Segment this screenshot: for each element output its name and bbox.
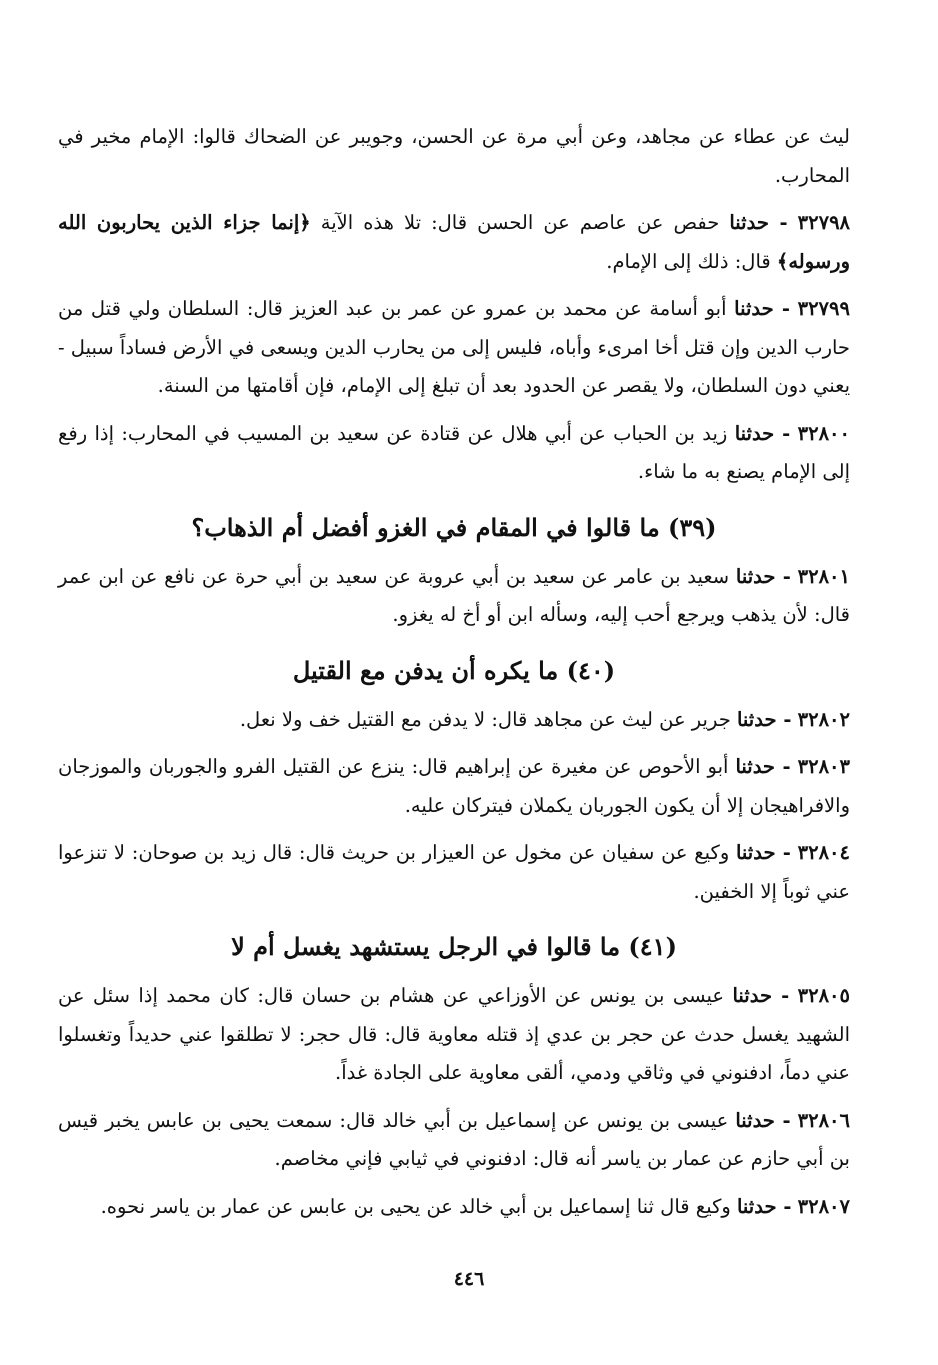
- hadith-32800: [58, 415, 850, 492]
- hadith-text: وكيع عن سفيان عن مخول عن العيزار بن حريث قال: قال زيد بن صوحان: لا تنزعوا عني ثوباً إلا الخفين.: [58, 841, 850, 903]
- hadith-32806: [58, 1102, 850, 1179]
- hadith-tail: قال: ذلك إلى الإمام.: [606, 249, 771, 273]
- hadith-text: جرير عن ليث عن مجاهد قال: لا يدفن مع القتيل خف ولا نعل.: [239, 707, 731, 731]
- hadith-lead: - حدثنا: [736, 707, 792, 731]
- hadith-text: عيسى بن يونس عن إسماعيل بن أبي خالد قال: سمعت يحيى بن عابس يخبر قيس بن أبي حازم عن عمار بن ياسر أنه قال: ادفنوني في ثيابي فإني مخاصم.: [58, 1108, 850, 1170]
- hadith-32807: [58, 1188, 850, 1227]
- hadith-text: سعيد بن عامر عن سعيد بن أبي عروبة عن سعيد بن أبي حرة عن نافع عن ابن عمر قال: لأن يذهب ويرجع أحب إليه، وسأله ابن أو أخ له يغزو.: [58, 564, 850, 626]
- section-heading-40: (٤٠) ما يكره أن يدفن مع القتيل: [292, 655, 616, 685]
- hadith-32802: [58, 701, 850, 740]
- quran-verse: ﴿إنما جزاء الذين يحاربون الله ورسوله﴾: [58, 211, 850, 273]
- paragraph-continuation: [58, 118, 850, 195]
- hadith-lead: - حدثنا: [734, 297, 790, 320]
- hadith-number: ٣٢٧٩٩: [797, 297, 850, 320]
- hadith-text: أبو الأحوص عن مغيرة عن إبراهيم قال: ينزع عن القتيل الفرو والجوربان والموزجان والافراهيجان إلا أن يكون الجوربان يكملان فيتركان عليه.: [58, 755, 850, 817]
- hadith-text: زيد بن الحباب عن أبي هلال عن قتادة عن سعيد بن المسيب في المحارب: إذا رفع إلى الإمام يصنع به ما شاء.: [58, 421, 850, 483]
- section-heading-39: (٣٩) ما قالوا في المقام في الغزو أفضل أم الذهاب؟: [191, 512, 717, 542]
- hadith-text: عيسى بن يونس عن الأوزاعي عن هشام بن حسان قال: كان محمد إذا سئل عن الشهيد يغسل حدث عن حجر بن عدي إذ قتله معاوية قال: قال حجر: لا تطلقوا عني حديداً وتغسلوا عني دماً، ادفنوني في وثاقي ودمي، ألقى معاوية على الجادة غداً.: [58, 984, 850, 1084]
- hadith-lead: - حدثنا: [736, 1194, 792, 1218]
- hadith-32803: [58, 748, 850, 825]
- hadith-number: ٣٢٨٠٣: [797, 755, 850, 778]
- hadith-number: ٣٢٨٠٥: [797, 984, 851, 1007]
- hadith-lead: - حدثنا: [732, 984, 790, 1007]
- hadith-lead: - حدثنا: [735, 564, 791, 588]
- hadith-number: ٣٢٨٠٢: [797, 707, 850, 731]
- hadith-32801: [58, 558, 850, 635]
- hadith-32798: [58, 204, 850, 281]
- hadith-text: أبو أسامة عن محمد بن عمرو عن عمر بن عبد العزيز قال: السلطان ولي قتل من حارب الدين وإن قتل أخا امرىء وأباه، فليس إلى من يحارب الدين ويسعى في الأرض فساداً سبيل - يعني دون السلطان، ولا يقصر عن الحدود بعد أن تبلغ إلى الإمام، فإن أقامتها من السنة.: [58, 297, 850, 397]
- paragraph-text: ليث عن عطاء عن مجاهد، وعن أبي مرة عن الحسن، وجويبر عن الضحاك قالوا: الإمام مخير في المحارب.: [58, 125, 850, 187]
- page-number: ٤٤٦: [453, 1268, 485, 1290]
- hadith-number: ٣٢٨٠٦: [797, 1108, 851, 1132]
- hadith-number: ٣٢٨٠٠: [797, 421, 850, 445]
- hadith-lead: - حدثنا: [735, 841, 791, 864]
- hadith-lead: - حدثنا: [729, 211, 788, 234]
- hadith-lead: - حدثنا: [735, 755, 791, 778]
- hadith-32805: [58, 977, 850, 1093]
- hadith-lead: - حدثنا: [735, 1108, 791, 1132]
- hadith-lead: - حدثنا: [734, 421, 791, 445]
- hadith-number: ٣٢٧٩٨: [797, 211, 851, 234]
- hadith-32804: [58, 834, 850, 911]
- hadith-32799: [58, 290, 850, 406]
- hadith-number: ٣٢٨٠١: [797, 564, 850, 588]
- hadith-number: ٣٢٨٠٧: [797, 1194, 850, 1218]
- hadith-text: وكيع قال ثنا إسماعيل بن أبي خالد عن يحيى بن عابس عن عمار بن ياسر نحوه.: [100, 1194, 731, 1218]
- hadith-number: ٣٢٨٠٤: [797, 841, 850, 864]
- hadith-text: حفص عن عاصم عن الحسن قال: تلا هذه الآية: [320, 211, 720, 234]
- section-heading-41: (٤١) ما قالوا في الرجل يستشهد يغسل أم لا: [231, 932, 677, 961]
